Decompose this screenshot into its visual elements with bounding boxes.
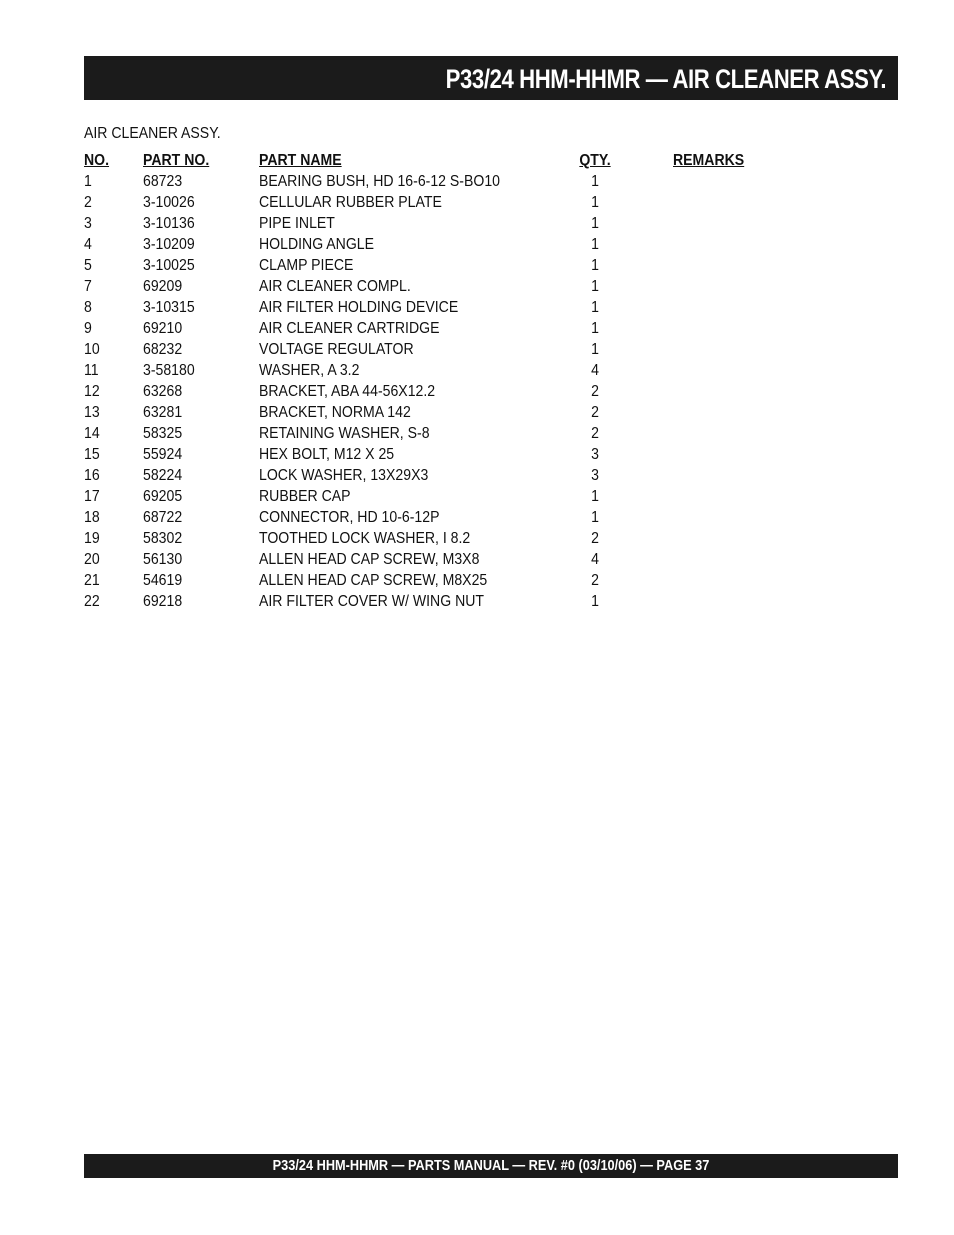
page-title: P33/24 HHM-HHMR — AIR CLEANER ASSY. — [445, 64, 886, 94]
cell-part-no: 68722 — [143, 509, 183, 526]
table-row — [84, 192, 804, 213]
cell-part-no: 58302 — [143, 530, 183, 547]
column-header-part-name: PART NAME — [259, 152, 342, 169]
column-header-part-no: PART NO. — [143, 152, 210, 169]
cell-no: 13 — [84, 404, 100, 421]
cell-part-no: 3-58180 — [143, 362, 195, 379]
cell-part-name: LOCK WASHER, 13X29X3 — [259, 467, 429, 484]
cell-qty: 2 — [591, 425, 599, 442]
cell-part-name: ALLEN HEAD CAP SCREW, M8X25 — [259, 572, 488, 589]
table-row — [84, 360, 804, 381]
cell-qty: 3 — [591, 446, 599, 463]
table-row — [84, 549, 804, 570]
column-header-qty: QTY. — [579, 152, 611, 169]
cell-part-name: RETAINING WASHER, S-8 — [259, 425, 430, 442]
cell-no: 14 — [84, 425, 100, 442]
cell-part-no: 58325 — [143, 425, 183, 442]
cell-no: 11 — [84, 362, 99, 379]
cell-part-no: 69210 — [143, 320, 183, 337]
table-row — [84, 591, 804, 612]
cell-part-no: 69218 — [143, 593, 183, 610]
cell-part-name: ALLEN HEAD CAP SCREW, M3X8 — [259, 551, 480, 568]
table-row — [84, 381, 804, 402]
cell-part-no: 56130 — [143, 551, 183, 568]
cell-part-no: 68723 — [143, 173, 183, 190]
parts-table — [84, 150, 804, 612]
cell-qty: 1 — [591, 341, 599, 358]
table-header-row — [84, 150, 804, 171]
cell-qty: 2 — [591, 383, 599, 400]
cell-no: 16 — [84, 467, 100, 484]
cell-qty: 2 — [591, 530, 599, 547]
table-row — [84, 297, 804, 318]
cell-part-name: HEX BOLT, M12 X 25 — [259, 446, 395, 463]
cell-qty: 1 — [591, 278, 599, 295]
cell-qty: 1 — [591, 488, 599, 505]
cell-part-name: AIR FILTER COVER W/ WING NUT — [259, 593, 485, 610]
cell-part-name: PIPE INLET — [259, 215, 335, 232]
table-row — [84, 444, 804, 465]
cell-no: 15 — [84, 446, 100, 463]
footer-text: P33/24 HHM-HHMR — PARTS MANUAL — REV. #0 (03/10/06) — PAGE 37 — [272, 1157, 710, 1174]
cell-no: 22 — [84, 593, 100, 610]
column-header-no: NO. — [84, 152, 110, 169]
table-row — [84, 255, 804, 276]
cell-part-name: AIR FILTER HOLDING DEVICE — [259, 299, 459, 316]
cell-part-name: HOLDING ANGLE — [259, 236, 375, 253]
cell-no: 2 — [84, 194, 92, 211]
cell-qty: 1 — [591, 257, 599, 274]
table-row — [84, 339, 804, 360]
cell-part-name: AIR CLEANER COMPL. — [259, 278, 411, 295]
cell-no: 21 — [84, 572, 100, 589]
cell-qty: 2 — [591, 404, 599, 421]
table-row — [84, 507, 804, 528]
table-row — [84, 213, 804, 234]
cell-part-no: 54619 — [143, 572, 183, 589]
cell-part-name: CLAMP PIECE — [259, 257, 354, 274]
cell-part-no: 3-10136 — [143, 215, 195, 232]
cell-part-no: 63281 — [143, 404, 183, 421]
table-row — [84, 402, 804, 423]
cell-qty: 1 — [591, 173, 599, 190]
cell-part-no: 63268 — [143, 383, 183, 400]
table-row — [84, 570, 804, 591]
cell-part-name: BRACKET, NORMA 142 — [259, 404, 411, 421]
column-header-remarks: REMARKS — [673, 152, 745, 169]
table-row — [84, 465, 804, 486]
cell-part-name: AIR CLEANER CARTRIDGE — [259, 320, 440, 337]
table-body — [84, 171, 804, 612]
cell-part-no: 68232 — [143, 341, 183, 358]
page-header-bar — [84, 56, 898, 100]
table-row — [84, 528, 804, 549]
page-footer-bar — [84, 1154, 898, 1178]
cell-part-name: TOOTHED LOCK WASHER, I 8.2 — [259, 530, 471, 547]
cell-qty: 4 — [591, 362, 599, 379]
table-row — [84, 423, 804, 444]
cell-part-name: CONNECTOR, HD 10-6-12P — [259, 509, 440, 526]
cell-part-name: BEARING BUSH, HD 16-6-12 S-BO10 — [259, 173, 501, 190]
cell-qty: 1 — [591, 320, 599, 337]
cell-no: 12 — [84, 383, 100, 400]
cell-part-name: RUBBER CAP — [259, 488, 351, 505]
cell-qty: 3 — [591, 467, 599, 484]
table-row — [84, 318, 804, 339]
cell-no: 20 — [84, 551, 100, 568]
cell-qty: 1 — [591, 215, 599, 232]
cell-no: 17 — [84, 488, 100, 505]
cell-qty: 1 — [591, 299, 599, 316]
table-row — [84, 171, 804, 192]
cell-part-no: 3-10315 — [143, 299, 195, 316]
cell-qty: 1 — [591, 509, 599, 526]
cell-part-no: 3-10209 — [143, 236, 195, 253]
cell-no: 4 — [84, 236, 92, 253]
cell-part-name: CELLULAR RUBBER PLATE — [259, 194, 442, 211]
cell-no: 5 — [84, 257, 92, 274]
cell-part-no: 69209 — [143, 278, 183, 295]
cell-part-name: VOLTAGE REGULATOR — [259, 341, 414, 358]
cell-part-no: 69205 — [143, 488, 183, 505]
cell-part-no: 3-10025 — [143, 257, 195, 274]
table-row — [84, 234, 804, 255]
cell-qty: 1 — [591, 194, 599, 211]
cell-qty: 2 — [591, 572, 599, 589]
table-row — [84, 486, 804, 507]
cell-no: 19 — [84, 530, 100, 547]
section-title: AIR CLEANER ASSY. — [84, 125, 221, 142]
cell-no: 9 — [84, 320, 92, 337]
cell-part-no: 55924 — [143, 446, 183, 463]
cell-no: 1 — [84, 173, 92, 190]
cell-part-name: WASHER, A 3.2 — [259, 362, 360, 379]
table-row — [84, 276, 804, 297]
cell-no: 3 — [84, 215, 92, 232]
cell-part-no: 3-10026 — [143, 194, 195, 211]
cell-no: 7 — [84, 278, 92, 295]
cell-no: 10 — [84, 341, 100, 358]
cell-qty: 4 — [591, 551, 599, 568]
cell-no: 18 — [84, 509, 100, 526]
cell-part-name: BRACKET, ABA 44-56X12.2 — [259, 383, 436, 400]
cell-no: 8 — [84, 299, 92, 316]
cell-part-no: 58224 — [143, 467, 183, 484]
cell-qty: 1 — [591, 593, 599, 610]
cell-qty: 1 — [591, 236, 599, 253]
